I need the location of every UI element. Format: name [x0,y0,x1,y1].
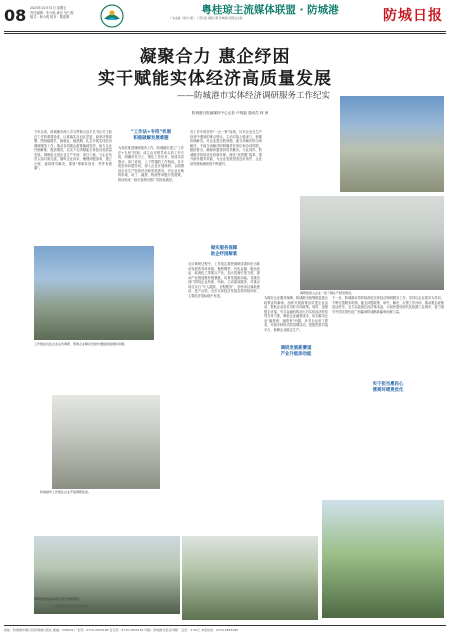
subhead-3-text: 调研发展新赛道 产业升级添动能 [264,346,328,358]
byline: 防城港日报融媒体中心记者 卢明毅 通讯员 林 涛 [191,111,269,115]
alliance-logo-icon [100,4,124,28]
photo-meeting-group [34,536,180,614]
caption-helmet-team: 防城港市工作组在企业开展调研座谈。 [40,490,92,494]
body-column-4: 走访调研过程中，工作组注重把调研成果转化为推动发展的具体举措，聚焦钢铁、有色金属、粮油食品、能源化工等重点产业，加大招商引资力度，推动产业链延链补链强链，培育发展新动能。各级各部门围绕企业所需、所盼，主动靠前服务，对重点项目实行“专人跟踪、全程服务”，加快项目落地建设、投产达效。全市实体经济发展态势持续向好，主要经济指标稳中有进。 [188,262,260,298]
page-number: 08 [4,6,27,25]
body-column-6: 下一步，防城港市将持续深化实体经济调研服务工作，坚持以企业需求为导向，不断完善服务机制，健全问题收集、研究、解决、反馈工作闭环，推动惠企政策直达快享，全力以赴稳住经济基本盘，为加快建设现代化临港工业城市、奋力谱写中国式现代化广西篇章防城港新篇章贡献力量。 [332,296,444,314]
header-rule [4,31,446,32]
alliance-band [124,4,416,16]
photo-greenery-visit [182,536,318,620]
headline-subtitle: ——防城港市实体经济调研服务工作纪实 [176,91,330,101]
photo-industrial-site [34,246,154,340]
caption-visit-group: 调研组深入企业一线了解生产经营情况。 [300,291,355,295]
date-line: 2025年10月31日 星期五 [30,6,67,10]
footer-info: 地址：防城港市港口区防城港日报社 邮编：538001 广告部：0770-2825198 发行部：0770-2825195 印刷：防城港日报社印刷厂 定价：1.50元 本报热线：0770-2825180 [4,628,239,632]
photo-visit-group [300,196,444,290]
subhead-1 [118,130,184,142]
body-column-1: 今年以来，防城港市深入学习贯彻习近平总书记关于经济工作的重要论述，认真落实自治区党委、政府决策部署，围绕稳增长、稳就业、稳预期，扎实开展实体经济调研服务工作，推动各项惠企政策落地见效，助力企业纾困解难、提质增效，以实干实绩赋能实体经济高质量发展。调研组走进企业生产车间、项目工地，与企业负责人面对面交流，倾听企业诉求，梳理问题清单，建立台账，逐项研究解决，做到“事事有回音、件件有着落”。 [34,130,112,171]
photo-helmet-team [52,395,160,489]
masthead [0,0,450,32]
headline-line-1: 凝聚合力 惠企纾困 [139,47,291,67]
subhead-2-text: 做实服务保障 助企纾困解难 [210,246,238,257]
photo-field-visit [322,500,444,618]
footer-rule [4,625,446,626]
photo-factory [340,96,444,192]
caption-meeting-group: 调研组现场察看项目建设进展情况。 [34,597,83,601]
subhead-1-text: “工作法+专班”机制 积极破解发展难题 [130,130,172,141]
caption-industrial-site: 工作组成员在企业走访调研，帮助企业解决发展中遇到的困难和问题。 [34,342,128,346]
alliance-subtitle: 广东省委《南方日报》 广西日报 海南日报 防城港日报联合出版 [170,17,243,20]
subhead-4 [340,382,436,394]
alliance-title: 粤桂琼主流媒体联盟 · 防城港 [201,4,339,16]
subhead-3 [264,346,328,358]
headline-line-2: 实干赋能实体经济高质量发展 [98,69,332,89]
editor-line: 责任编辑：朱小鸥 唐忠 吴仁俊 [30,10,74,15]
subhead-4-text: 实干担当惠民心 营商环境更优化 [340,382,436,394]
edition-info [30,6,100,20]
proof-line: 版式：林小鸿 校对：陈建明 [30,15,70,20]
body-column-3: 各工作专班坚持“一企一策”原则，针对企业在生产经营中遇到的难点堵点，主动对接上级部门，积极协调解决。对企业提出的问题，能当场解决的当场解决，不能当场解决的明确责任单位和办结时限，跟踪督办，确保问题得到有效解决。与此同时，防城港市持续优化营商环境，深化“放管服”改革，提升政务服务效能，为企业发展创造良好条件，企业获得感和满意度不断提升。 [190,130,262,166]
photo-credit: （本版图片由受访单位提供） [52,604,92,608]
newspaper-brand: 防城日报 [383,8,443,24]
body-column-5: 为做好企业服务保障，防城港市统筹推进惠企政策宣传解读，组织开展政策宣讲进企业活动，帮助企业用足用好各项政策。同时，加强银企对接，引导金融机构加大对实体经济的信贷支持力度，降低企业融资成本，切实解决企业“融资难、融资贵”问题。针对企业用工需求，开展多种形式的招聘活动，搭建供需对接平台，保障企业稳定生产。 [264,296,328,332]
body-column-2: 为高效推进调研服务工作，防城港市建立“工作法+专班”机制，成立由市领导牵头的工作专班，明确责任分工，细化工作任务，形成市县联动、部门协同、上下贯通的工作格局。各专班坚持问题导向，深入企业开展调研，全面摸清企业生产经营状况和发展需求，对企业反映的用地、用工、融资、物流等问题分类施策，推动形成一批可复制可推广的经验做法。 [118,146,184,182]
subhead-2 [188,246,260,258]
header-rule-thin [4,33,446,34]
